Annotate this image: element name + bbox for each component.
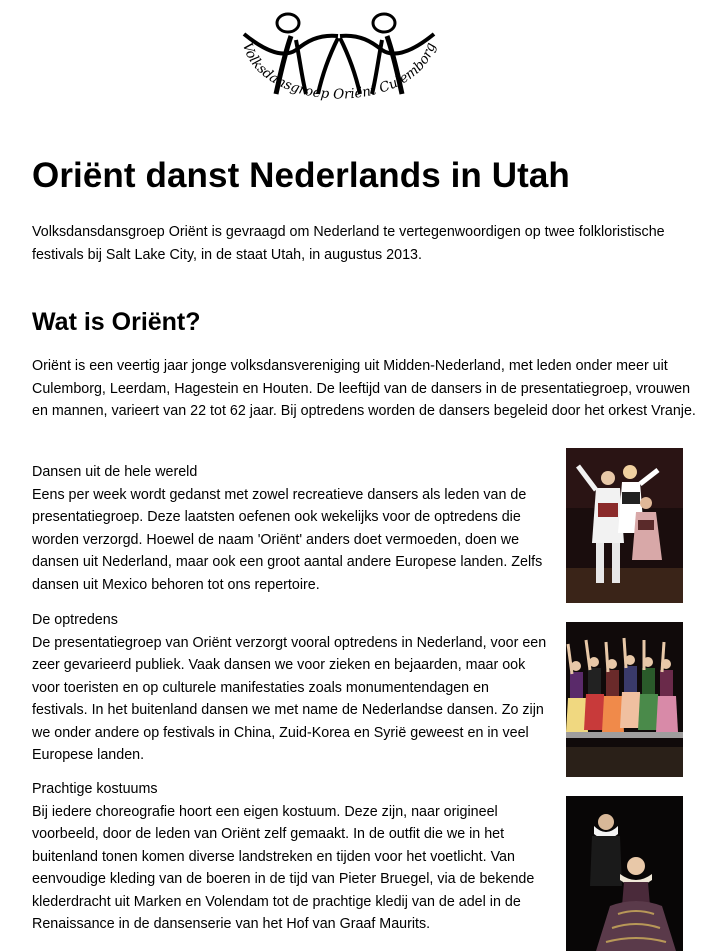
page-title: Oriënt danst Nederlands in Utah (32, 156, 570, 195)
dancing-couple-logo-icon (236, 6, 442, 128)
renaissance-costume-photo-icon (566, 796, 683, 951)
section-optredens (32, 609, 548, 767)
about-heading: Wat is Oriënt? (32, 308, 201, 336)
dancers-photo-icon (566, 448, 683, 603)
about-paragraph: Oriënt is een veertig jaar jonge volksdansvereniging uit Midden-Nederland, met leden onder meer uit Culemborg, Leerdam, Hagestein en Houten. De leeftijd van de dansers in de presentatiegroep, vrouwen en mannen, varieert van 22 tot 62 jaar. Bij optredens worden de dansers begeleid door het orkest Vranje. (32, 358, 696, 419)
dance-group-photo (566, 622, 683, 777)
section-text: De presentatiegroep van Oriënt verzorgt vooral optredens in Nederland, voor een zeer gevarieerd publiek. Vaak dansen we voor zieken en bejaarden, maar ook voor toeristen en op culturele manifestaties zoals monumentendagen en festivals. In het buitenland dansen we met name de Nederlandse dansen. Zo zijn we onder andere op festivals in China, Zuid-Korea en Syrië geweest en in veel Europese landen. (32, 634, 547, 763)
intro-paragraph: Volksdansdansgroep Oriënt is gevraagd om Nederland te vertegenwoordigen op twee folkloristische festivals bij Salt Lake City, in de staat Utah, in augustus 2013. (32, 224, 665, 263)
dancers-photo (566, 448, 683, 603)
dance-group-photo-icon (566, 622, 683, 777)
section-title: Dansen uit de hele wereld (32, 464, 198, 480)
logo (236, 6, 442, 128)
renaissance-costume-photo (566, 796, 683, 951)
section-kostuums (32, 778, 548, 936)
section-title: Prachtige kostuums (32, 781, 158, 797)
section-dansen (32, 461, 548, 596)
section-title: De optredens (32, 612, 118, 628)
section-text: Eens per week wordt gedanst met zowel recreatieve dansers als leden van de presentatiegroep. Deze laatsten oefenen ook wekelijks voor de optredens die worden verzorgd. Hoewel de naam 'Oriënt' anders doet vermoeden, doen we dansen uit Nederland, maar ook een groot aantal andere Europese landen. Zelfs dansen uit Mexico behoren tot ons repertoire. (32, 486, 543, 593)
section-text: Bij iedere choreografie hoort een eigen kostuum. Deze zijn, naar origineel voorbeeld, door de leden van Oriënt zelf gemaakt. In de outfit die we in het buitenland tonen komen diverse landstreken en tijden voor het voetlicht. Van eenvoudige kleding van de boeren in de tijd van Pieter Bruegel, via de bekende klederdracht uit Marken en Volendam tot de prachtige kledij van de adel in de Renaissance in de dansenserie van het Hof van Graaf Maurits. (32, 803, 535, 932)
logo-text: Volksdansgroep Oriënt Culemborg (238, 40, 440, 103)
